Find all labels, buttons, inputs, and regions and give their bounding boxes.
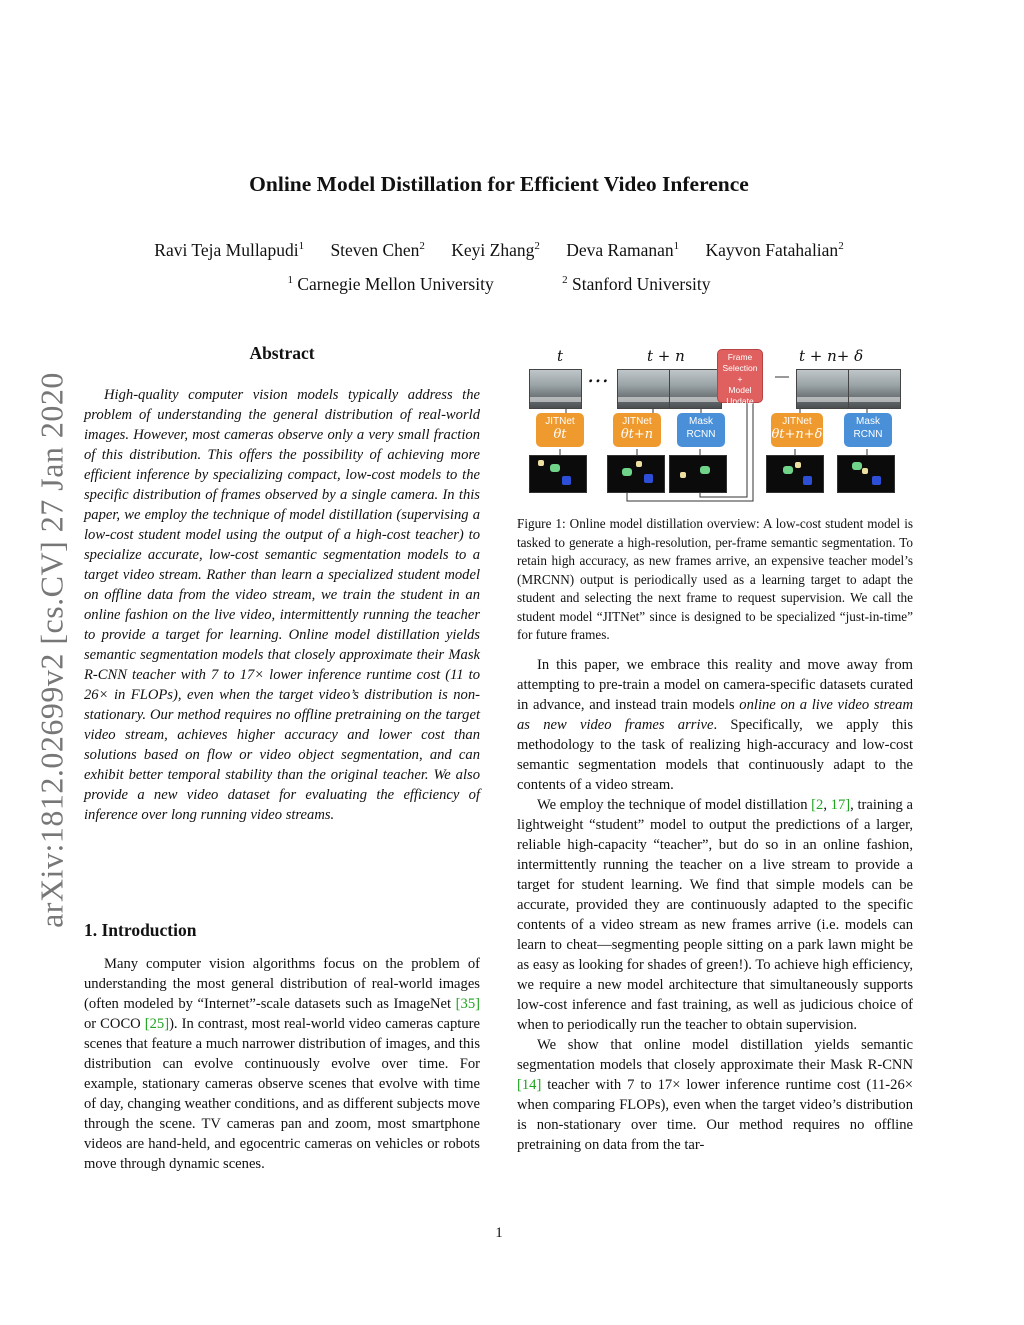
paragraph: In this paper, we embrace this reality and move away from attempting to pre-train a model on camera-specific datasets curated in advance, and instead train models online on a live video stream as new video frames arrive. Specifically, we apply this methodology to the task of realizing high-accuracy and low-cost semantic segmentation models that continuously adapt to the contents of a video stream.: [517, 657, 914, 793]
segmentation-output: [607, 455, 665, 493]
citation-link[interactable]: [25]: [144, 1016, 170, 1032]
citation-link[interactable]: [35]: [455, 996, 480, 1012]
page-number: 1: [495, 1225, 503, 1241]
jitnet-node: JITNet θt: [536, 413, 584, 447]
paper-title: Online Model Distillation for Efficient Video Inference: [249, 172, 749, 196]
affiliation: $^2$ Stanford University: [562, 274, 711, 294]
author: Ravi Teja Mullapudi$^1$: [154, 240, 305, 260]
abstract-text: High-quality computer vision models typically address the problem of understanding the general distribution of real-world images. However, most cameras observe only a very small fraction of this distribution. This offers the possibility of achieving more efficient inference by specializing compact, low-cost models to the specific distribution of frames observed by a single camera. In this paper, we employ the technique of model distillation (supervising a low-cost student model using the output of a high-cost teacher) to specialize accurate, low-cost semantic segmentation models to a target video stream. Rather than learn a specialized student model on offline data from the video stream, we train the student in an online fashion on the live video, intermittently running the teacher to provide a target for learning. Online model distillation yields semantic segmentation models that closely approximate their Mask R-CNN teacher with 7 to 17× lower inference runtime cost (11 to 26× in FLOPs), even when the target video’s distribution is non-stationary. Our method requires no offline pretraining on the target video stream, achieves higher accuracy and lower cost than solutions based on flow or video object segmentation, and can exhibit better temporal stability than the original teacher. We also provide a new video dataset for evaluating the efficiency of inference over long running video streams.: [84, 387, 480, 823]
frame-selection-box: Frame Selection + Model Update: [717, 349, 763, 403]
ellipsis: …: [587, 363, 609, 388]
author-list: [0, 240, 998, 261]
citation-link[interactable]: [2: [811, 797, 824, 813]
jitnet-node: JITNet θt+n: [613, 413, 661, 447]
author: Kayvon Fatahalian$^2$: [705, 240, 844, 260]
introduction-paragraph: Many computer vision algorithms focus on the problem of understanding the most general distribution of real-world images (often modeled by “Internet”-scale datasets such as ImageNet [35] or COCO [25]). In contrast, most real-world video cameras capture scenes that feature a much narrower distribution of images, and this distribution can evolve continuously evolve over time. For example, stationary cameras observe scenes that evolve with time of day, changing weather conditions, and as different subjects move through the scene. TV cameras pan and zoom, most smartphone videos are hand-held, and egocentric cameras on vehicles or robots move through dynamic scenes.: [84, 956, 480, 1172]
affiliation: $^1$ Carnegie Mellon University: [287, 274, 494, 294]
time-label: t + n: [647, 347, 685, 365]
time-label: t + n+ δ: [799, 347, 864, 365]
figure-caption: Figure 1: Online model distillation overview: A low-cost student model is tasked to generate a high-resolution, per-frame semantic segmentation. To retain high accuracy, as new frames arrive, an expensive teacher model’s (MRCNN) output is periodically used as a learning target to adapt the student and selecting the next frame to request supervision. We call the student model “JITNet” since is designed to be specialized “just-in-time” for future frames.: [517, 516, 913, 642]
mask-rcnn-node: Mask RCNN: [844, 413, 892, 447]
author: Steven Chen$^2$: [330, 240, 425, 260]
video-frame-thumbnail: [848, 369, 901, 409]
figure-1: [517, 345, 913, 510]
affiliation-list: [0, 274, 998, 295]
abstract-heading: Abstract: [249, 343, 315, 363]
citation-link[interactable]: [14]: [517, 1077, 542, 1093]
time-label: t: [557, 347, 564, 365]
video-frame-thumbnail: [669, 369, 722, 409]
segmentation-output: [837, 455, 895, 493]
segmentation-output: [766, 455, 824, 493]
author: Deva Ramanan$^1$: [566, 240, 680, 260]
mask-rcnn-node: Mask RCNN: [677, 413, 725, 447]
jitnet-node: JITNet θt+n+δ: [771, 413, 823, 447]
citation-link[interactable]: 17]: [830, 797, 851, 813]
video-frame-thumbnail: [617, 369, 670, 409]
author: Keyi Zhang$^2$: [451, 240, 540, 260]
segmentation-output: [669, 455, 727, 493]
segmentation-output: [529, 455, 587, 493]
video-frame-thumbnail: [796, 369, 849, 409]
right-column-text: [517, 655, 913, 1155]
introduction-heading: 1. Introduction: [84, 920, 197, 940]
arxiv-watermark: arXiv:1812.02699v2 [cs.CV] 27 Jan 2020: [33, 372, 70, 928]
paragraph: We show that online model distillation yields semantic segmentation models that closely approximate their Mask R-CNN [14] teacher with 7 to 17× lower inference runtime cost (11-26× when comparing FLOPs), even when the target video’s distribution is non-stationary over time. Our method requires no offline pretraining on data from the tar-: [517, 1037, 913, 1153]
paragraph: We employ the technique of model distillation [2, 17], training a lightweight “student” model to output the predictions of a larger, reliable high-capacity “teacher”, but do so in an online fashion, intermittently running the teacher on a live stream to provide a target for student learning. We find that simple models can be accurate, provided they are continuously adapted to the specific contents of a video stream as new frames arrive (i.e. models can learn to cheat—segmenting people sitting on a park lawn might be as easy as looking for shades of green!). To achieve high efficiency, we require a new model architecture that simultaneously supports low-cost inference and fast training, as well as judicious choice of when to periodically run the teacher to obtain supervision.: [517, 797, 913, 1033]
video-frame-thumbnail: [529, 369, 582, 409]
